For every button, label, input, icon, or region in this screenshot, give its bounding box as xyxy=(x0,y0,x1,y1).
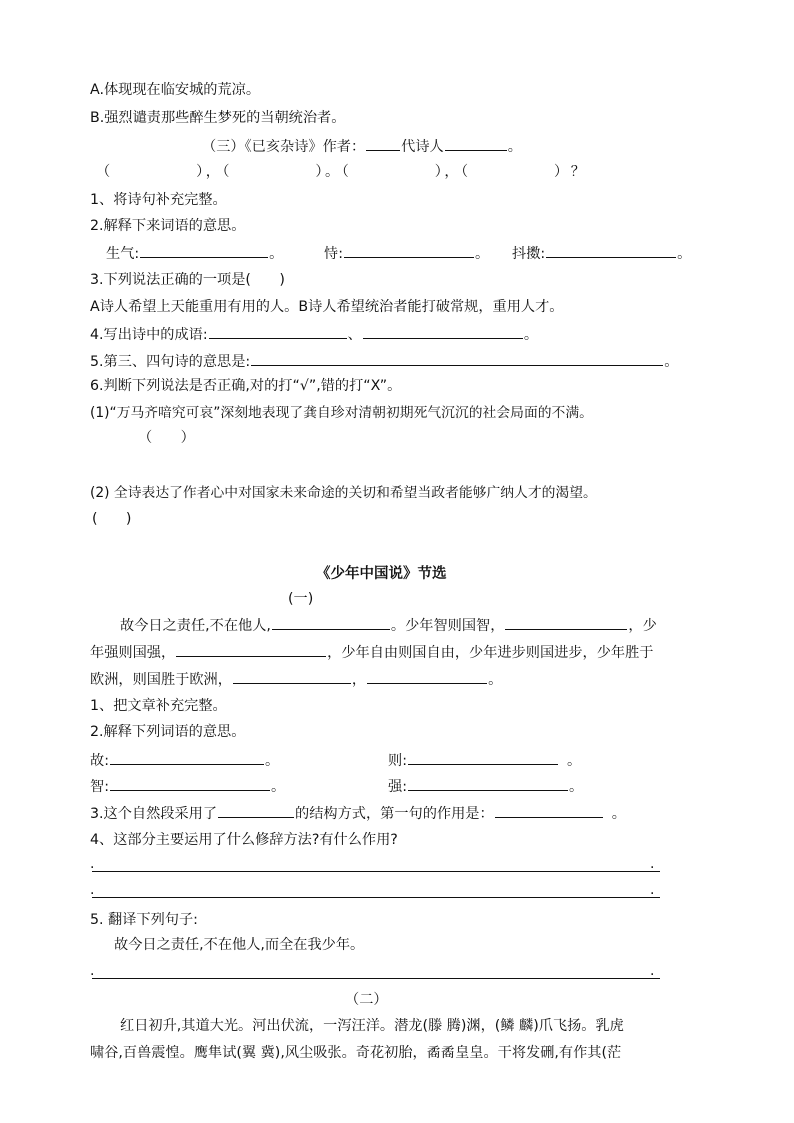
poem-fill-blanks[interactable]: （ ），（ ）。（ ），（ ）？ xyxy=(96,164,588,180)
answer-line-start: . xyxy=(90,963,95,979)
answer-blank[interactable] xyxy=(408,750,558,765)
question-5: 5. 翻译下列句子: xyxy=(90,912,198,928)
judge-item-2-paren[interactable]: ( ) xyxy=(92,511,132,527)
question-5 xyxy=(90,351,678,372)
text: 欧洲，则国胜于欧洲， xyxy=(90,672,232,688)
question-4 xyxy=(90,324,538,345)
period: 。 xyxy=(269,246,284,262)
word-shi xyxy=(324,243,489,264)
meaning-blank[interactable] xyxy=(251,351,663,366)
question-2: 2.解释下来词语的意思。 xyxy=(90,218,246,234)
period: 。 xyxy=(677,246,692,262)
answer-blank[interactable] xyxy=(140,243,268,258)
word-ze xyxy=(388,750,581,771)
question-1: 1、将诗句补充完整。 xyxy=(90,192,227,208)
word-label: 强: xyxy=(388,779,407,795)
passage-blank-5[interactable] xyxy=(367,669,487,684)
answer-line-end: . xyxy=(650,856,655,872)
text: ，少年自由则国自由，少年进步则国进步，少年胜于 xyxy=(327,645,654,661)
passage-line-2 xyxy=(90,642,653,663)
text: 的结构方式，第一句的作用是： xyxy=(295,806,494,822)
word-qiang xyxy=(388,776,583,797)
question-3: 3.下列说法正确的一项是( ) xyxy=(90,272,285,288)
question-4: 4、这部分主要运用了什么修辞方法?有什么作用? xyxy=(90,832,398,848)
option-a: A.体现现在临安城的荒凉。 xyxy=(90,82,261,98)
period: 。 xyxy=(664,354,679,370)
word-dousou xyxy=(512,243,691,264)
question-3-options: A诗人希望上天能重用有用的人。B诗人希望统治者能打破常规，重用人才。 xyxy=(90,299,564,315)
answer-line-end: . xyxy=(650,882,655,898)
text: 。少年智则国智， xyxy=(390,618,505,634)
heading-prefix: （三）《已亥杂诗》作者： xyxy=(202,139,366,155)
judge-item-1-paren[interactable]: （ ） xyxy=(138,430,195,446)
section-heading-poem xyxy=(202,136,522,157)
word-shengqi xyxy=(106,243,283,264)
heading-period: 。 xyxy=(507,139,522,155)
text: ， xyxy=(351,672,367,688)
passage-title: 《少年中国说》节选 xyxy=(316,566,447,582)
period: 。 xyxy=(474,246,490,262)
word-label: 则: xyxy=(388,753,407,769)
period: 。 xyxy=(566,753,582,769)
section-heading-2: （二） xyxy=(345,992,388,1008)
text: 年强则国强， xyxy=(90,645,176,661)
idiom-blank-1[interactable] xyxy=(209,324,347,339)
answer-blank[interactable] xyxy=(344,243,474,258)
question-5-label: 5.第三、四句诗的意思是: xyxy=(90,354,251,370)
dynasty-blank[interactable] xyxy=(366,136,400,151)
translate-sentence: 故今日之责任,不在他人,而全在我少年。 xyxy=(114,937,365,953)
period: 。 xyxy=(270,779,286,795)
text: 故今日之责任,不在他人, xyxy=(120,618,271,634)
poet-blank[interactable] xyxy=(445,136,507,151)
text: 。 xyxy=(488,672,503,688)
text: 3.这个自然段采用了 xyxy=(90,806,218,822)
judge-item-2: (2) 全诗表达了作者心中对国家未来命途的关切和希望当政者能够广纳人才的渴望。 xyxy=(90,485,597,501)
word-label: 抖擞: xyxy=(512,246,546,262)
answer-line-start: . xyxy=(90,856,95,872)
passage-blank-3[interactable] xyxy=(176,642,326,657)
answer-line-end: . xyxy=(650,963,655,979)
heading-poet-label: 代诗人 xyxy=(401,139,444,155)
passage-line-1 xyxy=(120,615,657,636)
period: 。 xyxy=(264,753,280,769)
structure-blank[interactable] xyxy=(218,803,294,818)
passage-blank-4[interactable] xyxy=(233,669,351,684)
period: 。 xyxy=(611,806,626,822)
question-4-label: 4.写出诗中的成语: xyxy=(90,327,208,343)
question-2: 2.解释下列词语的意思。 xyxy=(90,724,246,740)
answer-blank[interactable] xyxy=(408,776,568,791)
judge-item-1: (1)“万马齐喑究可哀”深刻地表现了龚自珍对清朝初期死气沉沉的社会局面的不满。 xyxy=(90,405,593,421)
passage2-line-1: 红日初升,其道大光。河出伏流，一泻汪洋。潜龙(滕 腾)渊，(鳞 麟)爪飞扬。乳虎 xyxy=(120,1018,624,1034)
question-1: 1、把文章补充完整。 xyxy=(90,698,227,714)
question-6: 6.判断下列说法是否正确,对的打“√”,错的打“X”。 xyxy=(90,378,402,394)
idiom-blank-2[interactable] xyxy=(363,324,523,339)
question-3 xyxy=(90,803,626,824)
answer-blank[interactable] xyxy=(546,243,676,258)
passage2-line-2: 啸谷,百兽震惶。鹰隼试(翼 冀),风尘吸张。奇花初胎，矞矞皇皇。干将发硎,有作其(茫 xyxy=(90,1045,622,1061)
answer-line-1[interactable] xyxy=(92,871,660,872)
text: ，少 xyxy=(628,618,657,634)
word-zhi xyxy=(90,776,285,797)
passage-blank-1[interactable] xyxy=(272,615,390,630)
word-gu xyxy=(90,750,279,771)
section-heading-1: (一) xyxy=(288,591,314,607)
passage-line-3 xyxy=(90,669,502,690)
answer-blank[interactable] xyxy=(110,750,264,765)
period: 。 xyxy=(568,779,584,795)
period: 。 xyxy=(523,327,539,343)
answer-line-start: . xyxy=(90,882,95,898)
separator: 、 xyxy=(347,327,362,343)
word-label: 恃: xyxy=(324,246,343,262)
answer-blank[interactable] xyxy=(110,776,270,791)
function-blank[interactable] xyxy=(495,803,603,818)
word-label: 智: xyxy=(90,779,109,795)
answer-line-3[interactable] xyxy=(92,978,660,979)
passage-blank-2[interactable] xyxy=(505,615,627,630)
answer-line-2[interactable] xyxy=(92,897,660,898)
word-label: 生气: xyxy=(106,246,140,262)
word-label: 故: xyxy=(90,753,109,769)
option-b: B.强烈谴责那些醉生梦死的当朝统治者。 xyxy=(90,110,346,126)
